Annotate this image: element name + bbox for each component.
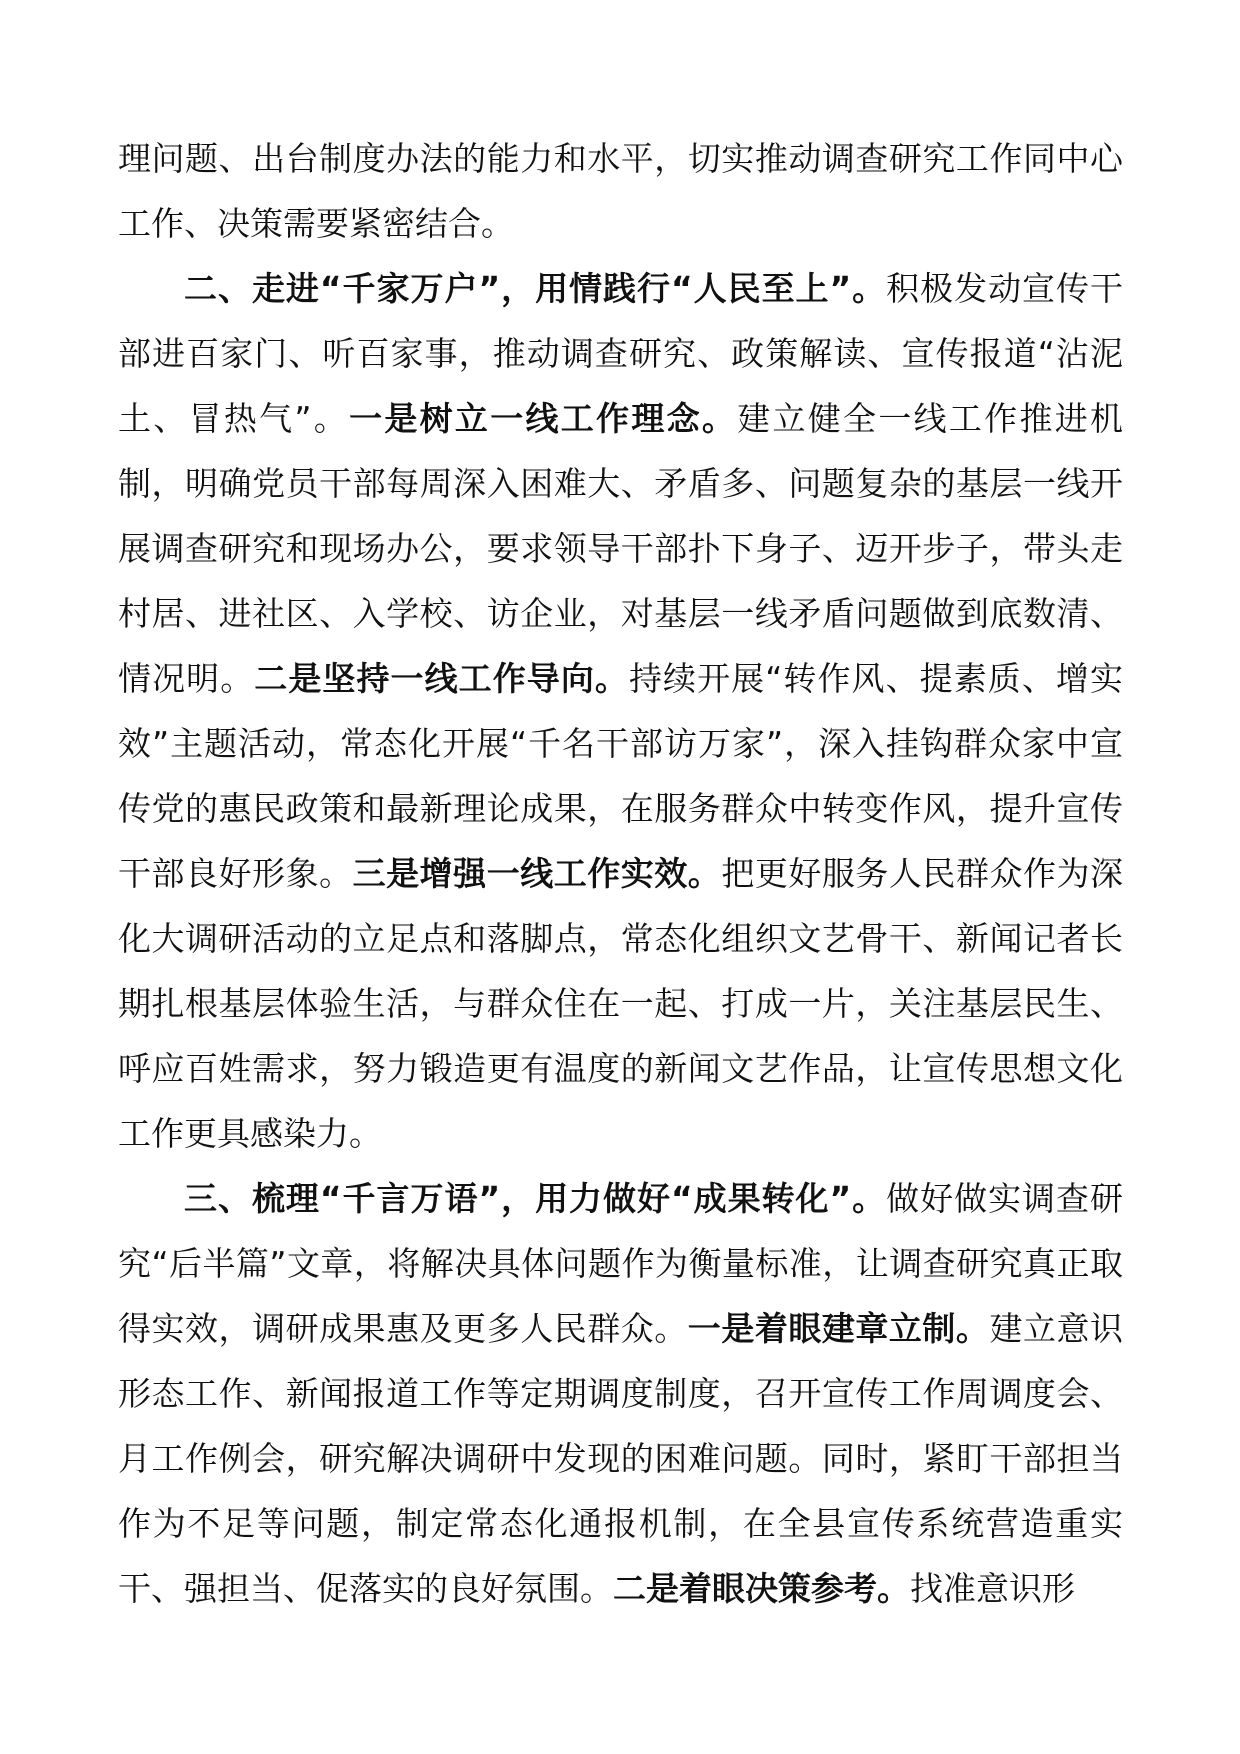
- text-run: 持续开展“转作风、提素质、增实效”主题活动，常态化开展“千名干部访万家”，深入挂钩群众家中宣传党的惠民政策和最新理论成果，在服务群众中转变作风，提升宣传干部良好形象。: [118, 659, 1123, 893]
- subpoint-heading: 一是树立一线工作理念。: [349, 399, 738, 438]
- text-run: 把更好服务人民群众作为深化大调研活动的立足点和落脚点，常态化组织文艺骨干、新闻记者长期扎根基层体验生活，与群众住在一起、打成一片，关注基层民生、呼应百姓需求，努力锻造更有温度的新闻文艺作品，让宣传思想文化工作更具感染力。: [118, 854, 1124, 1153]
- text-run: 建立健全一线工作推进机制，明确党员干部每周深入困难大、矛盾多、问题复杂的基层一线开展调查研究和现场办公，要求领导干部扑下身子、迈开步子，带头走村居、进社区、入学校、访企业，对基层一线矛盾问题做到底数清、情况明。: [118, 399, 1124, 698]
- subpoint-heading: 二是坚持一线工作导向。: [254, 659, 629, 698]
- text-run: 做好做实调查研究“后半篇”文章，将解决具体问题作为衡量标准，让调查研究真正取得实效，调研成果惠及更多人民群众。: [118, 1179, 1123, 1348]
- paragraph-section-two: [118, 256, 1123, 1166]
- section-heading: 三、梳理“千言万语”，用力做好“成果转化”。: [184, 1179, 887, 1218]
- subpoint-heading: 一是着眼建章立制。: [687, 1309, 990, 1348]
- subpoint-heading: 二是着眼决策参考。: [613, 1569, 910, 1608]
- text-run: 理问题、出台制度办法的能力和水平，切实推动调查研究工作同中心工作、决策需要紧密结合。: [118, 139, 1123, 243]
- text-run: 积极发动宣传干部进百家门、听百家事，推动调查研究、政策解读、宣传报道“沾泥土、冒热气”。: [118, 269, 1123, 438]
- paragraph-section-three: [118, 1166, 1123, 1621]
- subpoint-heading: 三是增强一线工作实效。: [352, 854, 722, 893]
- text-run: 找准意识形: [910, 1569, 1075, 1608]
- paragraph-continuation: [118, 126, 1123, 256]
- section-heading: 二、走进“千家万户”，用情践行“人民至上”。: [184, 269, 887, 308]
- document-body: [118, 126, 1123, 1621]
- text-run: 建立意识形态工作、新闻报道工作等定期调度制度，召开宣传工作周调度会、月工作例会，研究解决调研中发现的困难问题。同时，紧盯干部担当作为不足等问题，制定常态化通报机制，在全县宣传系统营造重实干、强担当、促落实的良好氛围。: [118, 1309, 1124, 1608]
